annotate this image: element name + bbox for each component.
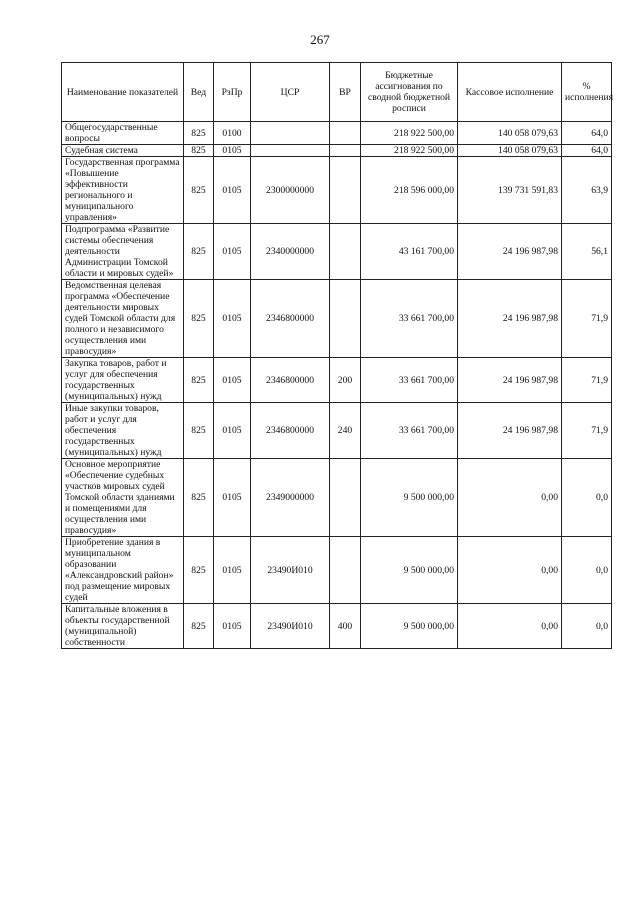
- table-row: [62, 157, 612, 224]
- row-percent: 71,9: [562, 280, 612, 358]
- row-assignments: 218 922 500,00: [361, 145, 458, 157]
- row-assignments: 9 500 000,00: [361, 459, 458, 537]
- row-csr: 2346800000: [251, 358, 330, 403]
- row-rzpr: 0105: [214, 145, 251, 157]
- row-cash-execution: 140 058 079,63: [458, 122, 562, 145]
- row-vr: 240: [330, 403, 361, 459]
- row-cash-execution: 139 731 591,83: [458, 157, 562, 224]
- row-assignments: 9 500 000,00: [361, 604, 458, 649]
- row-rzpr: 0105: [214, 459, 251, 537]
- row-rzpr: 0105: [214, 157, 251, 224]
- row-assignments: 218 922 500,00: [361, 122, 458, 145]
- row-vr: [330, 537, 361, 604]
- row-ved: 825: [184, 459, 214, 537]
- row-name: Судебная система: [62, 145, 184, 157]
- row-cash-execution: 24 196 987,98: [458, 280, 562, 358]
- row-percent: 71,9: [562, 403, 612, 459]
- header-vr: ВР: [330, 63, 361, 122]
- table-row: [62, 459, 612, 537]
- row-assignments: 33 661 700,00: [361, 403, 458, 459]
- row-name: Общегосударственные вопросы: [62, 122, 184, 145]
- header-row: [62, 63, 612, 122]
- row-cash-execution: 0,00: [458, 537, 562, 604]
- row-name: Закупка товаров, работ и услуг для обеспечения государственных (муниципальных) нужд: [62, 358, 184, 403]
- row-percent: 64,0: [562, 122, 612, 145]
- row-csr: 23490И010: [251, 604, 330, 649]
- row-ved: 825: [184, 358, 214, 403]
- row-csr: 2340000000: [251, 224, 330, 280]
- table-row: [62, 145, 612, 157]
- row-name: Основное мероприятие «Обеспечение судебных участков мировых судей Томской области зданиями и помещениями для осуществления ими правосудия»: [62, 459, 184, 537]
- header-name: Наименование показателей: [62, 63, 184, 122]
- row-name: Капитальные вложения в объекты государственной (муниципальной) собственности: [62, 604, 184, 649]
- row-ved: 825: [184, 224, 214, 280]
- row-vr: [330, 122, 361, 145]
- table-row: [62, 122, 612, 145]
- header-percent: % исполнения: [562, 63, 612, 122]
- row-percent: 0,0: [562, 459, 612, 537]
- row-ved: 825: [184, 537, 214, 604]
- row-assignments: 43 161 700,00: [361, 224, 458, 280]
- row-ved: 825: [184, 122, 214, 145]
- row-cash-execution: 0,00: [458, 459, 562, 537]
- table-row: [62, 280, 612, 358]
- table-row: [62, 358, 612, 403]
- row-cash-execution: 24 196 987,98: [458, 224, 562, 280]
- row-vr: [330, 280, 361, 358]
- row-assignments: 33 661 700,00: [361, 358, 458, 403]
- row-csr: [251, 122, 330, 145]
- row-vr: [330, 224, 361, 280]
- row-vr: [330, 459, 361, 537]
- row-csr: [251, 145, 330, 157]
- table-body: [62, 122, 612, 649]
- row-ved: 825: [184, 604, 214, 649]
- row-cash-execution: 24 196 987,98: [458, 403, 562, 459]
- row-name: Приобретение здания в муниципальном образовании «Александровский район» под размещение мировых судей: [62, 537, 184, 604]
- row-ved: 825: [184, 145, 214, 157]
- table-row: [62, 537, 612, 604]
- row-percent: 64,0: [562, 145, 612, 157]
- row-percent: 71,9: [562, 358, 612, 403]
- row-percent: 0,0: [562, 604, 612, 649]
- row-csr: 23490И010: [251, 537, 330, 604]
- row-name: Ведомственная целевая программа «Обеспечение деятельности мировых судей Томской области для полного и независимого осуществления ими правосудия»: [62, 280, 184, 358]
- row-rzpr: 0105: [214, 403, 251, 459]
- row-rzpr: 0105: [214, 224, 251, 280]
- row-vr: 400: [330, 604, 361, 649]
- budget-execution-table: [61, 62, 612, 649]
- row-csr: 2349000000: [251, 459, 330, 537]
- row-csr: 2346800000: [251, 403, 330, 459]
- row-assignments: 218 596 000,00: [361, 157, 458, 224]
- page-number: 267: [310, 32, 330, 47]
- header-assignments: Бюджетные ассигнования по сводной бюджетной росписи: [361, 63, 458, 122]
- row-cash-execution: 140 058 079,63: [458, 145, 562, 157]
- row-vr: 200: [330, 358, 361, 403]
- header-rzpr: РзПр: [214, 63, 251, 122]
- row-rzpr: 0105: [214, 604, 251, 649]
- row-rzpr: 0105: [214, 537, 251, 604]
- row-assignments: 9 500 000,00: [361, 537, 458, 604]
- row-rzpr: 0100: [214, 122, 251, 145]
- header-csr: ЦСР: [251, 63, 330, 122]
- header-ved: Вед: [184, 63, 214, 122]
- row-rzpr: 0105: [214, 358, 251, 403]
- table-row: [62, 604, 612, 649]
- row-name: Подпрограмма «Развитие системы обеспечения деятельности Администрации Томской области и мировых судей»: [62, 224, 184, 280]
- row-csr: 2346800000: [251, 280, 330, 358]
- row-cash-execution: 0,00: [458, 604, 562, 649]
- row-name: Иные закупки товаров, работ и услуг для обеспечения государственных (муниципальных) нужд: [62, 403, 184, 459]
- row-vr: [330, 157, 361, 224]
- row-cash-execution: 24 196 987,98: [458, 358, 562, 403]
- row-csr: 2300000000: [251, 157, 330, 224]
- row-ved: 825: [184, 280, 214, 358]
- table-row: [62, 403, 612, 459]
- row-rzpr: 0105: [214, 280, 251, 358]
- row-ved: 825: [184, 157, 214, 224]
- row-percent: 0,0: [562, 537, 612, 604]
- row-assignments: 33 661 700,00: [361, 280, 458, 358]
- table-header: [62, 63, 612, 122]
- row-percent: 63,9: [562, 157, 612, 224]
- row-name: Государственная программа «Повышение эффективности регионального и муниципального управления»: [62, 157, 184, 224]
- row-vr: [330, 145, 361, 157]
- row-percent: 56,1: [562, 224, 612, 280]
- header-cash-execution: Кассовое исполнение: [458, 63, 562, 122]
- row-ved: 825: [184, 403, 214, 459]
- table-row: [62, 224, 612, 280]
